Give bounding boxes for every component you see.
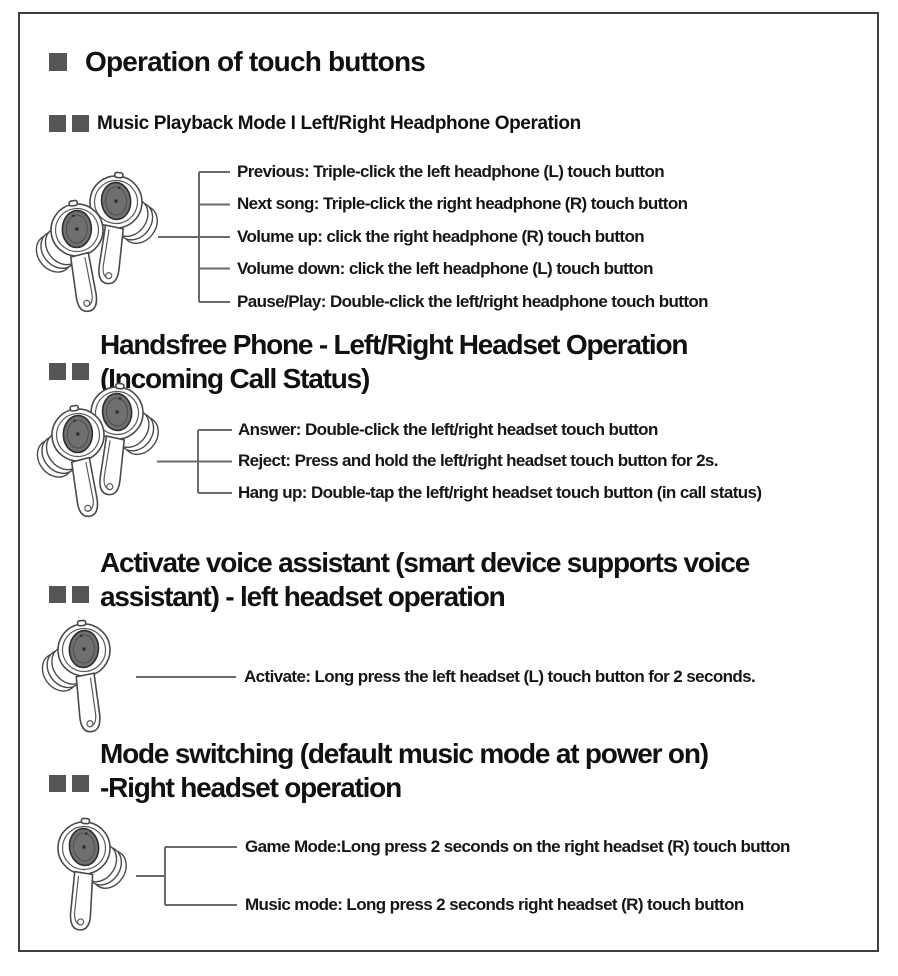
connector-line-3 <box>130 670 242 684</box>
instruction-music-mode: Music mode: Long press 2 seconds right headset (R) touch button <box>245 895 744 914</box>
connector-lines-2 <box>150 422 240 502</box>
section2-heading-line2: (Incoming Call Status) <box>100 363 370 394</box>
instruction-next-song: Next song: Triple-click the right headphone (R) touch button <box>237 194 688 213</box>
section3-heading-line2: assistant) - left headset operation <box>100 581 505 612</box>
section3-heading <box>100 546 749 614</box>
instruction-volume-down: Volume down: click the left headphone (L) touch button <box>237 259 653 278</box>
section1-bullet-square-1 <box>49 115 66 132</box>
earbuds-pair-illustration-1 <box>30 168 170 318</box>
connector-lines-4 <box>130 838 242 910</box>
instruction-pause-play: Pause/Play: Double-click the left/right headphone touch button <box>237 292 708 311</box>
section4-bullet-square-1 <box>49 775 66 792</box>
section1-heading: Music Playback Mode I Left/Right Headphone Operation <box>97 113 581 134</box>
section2-heading <box>100 328 687 396</box>
earbuds-pair-illustration-2 <box>30 368 170 518</box>
section4-heading-line1: Mode switching (default music mode at power on) <box>100 738 708 769</box>
section4-heading <box>100 737 708 805</box>
instruction-activate: Activate: Long press the left headset (L) touch button for 2 seconds. <box>244 667 756 686</box>
section4-heading-line2: -Right headset operation <box>100 772 401 803</box>
instruction-hang-up: Hang up: Double-tap the left/right headset touch button (in call status) <box>238 483 762 502</box>
title-bullet-square <box>49 53 67 71</box>
section3-bullet-square-1 <box>49 586 66 603</box>
instruction-reject: Reject: Press and hold the left/right headset touch button for 2s. <box>238 451 718 470</box>
page-title: Operation of touch buttons <box>85 46 426 77</box>
instruction-game-mode: Game Mode:Long press 2 seconds on the right headset (R) touch button <box>245 837 790 856</box>
section3-bullet-square-2 <box>72 586 89 603</box>
instruction-answer: Answer: Double-click the left/right headset touch button <box>238 420 658 439</box>
section3-heading-line1: Activate voice assistant (smart device supports voice <box>100 547 750 578</box>
section4-bullet-square-2 <box>72 775 89 792</box>
section1-bullet-square-2 <box>72 115 89 132</box>
instruction-volume-up: Volume up: click the right headphone (R) touch button <box>237 227 645 246</box>
section2-heading-line1: Handsfree Phone - Left/Right Headset Operation <box>100 329 688 360</box>
connector-lines-1 <box>152 162 240 310</box>
instruction-previous: Previous: Triple-click the left headphone (L) touch button <box>237 162 665 181</box>
